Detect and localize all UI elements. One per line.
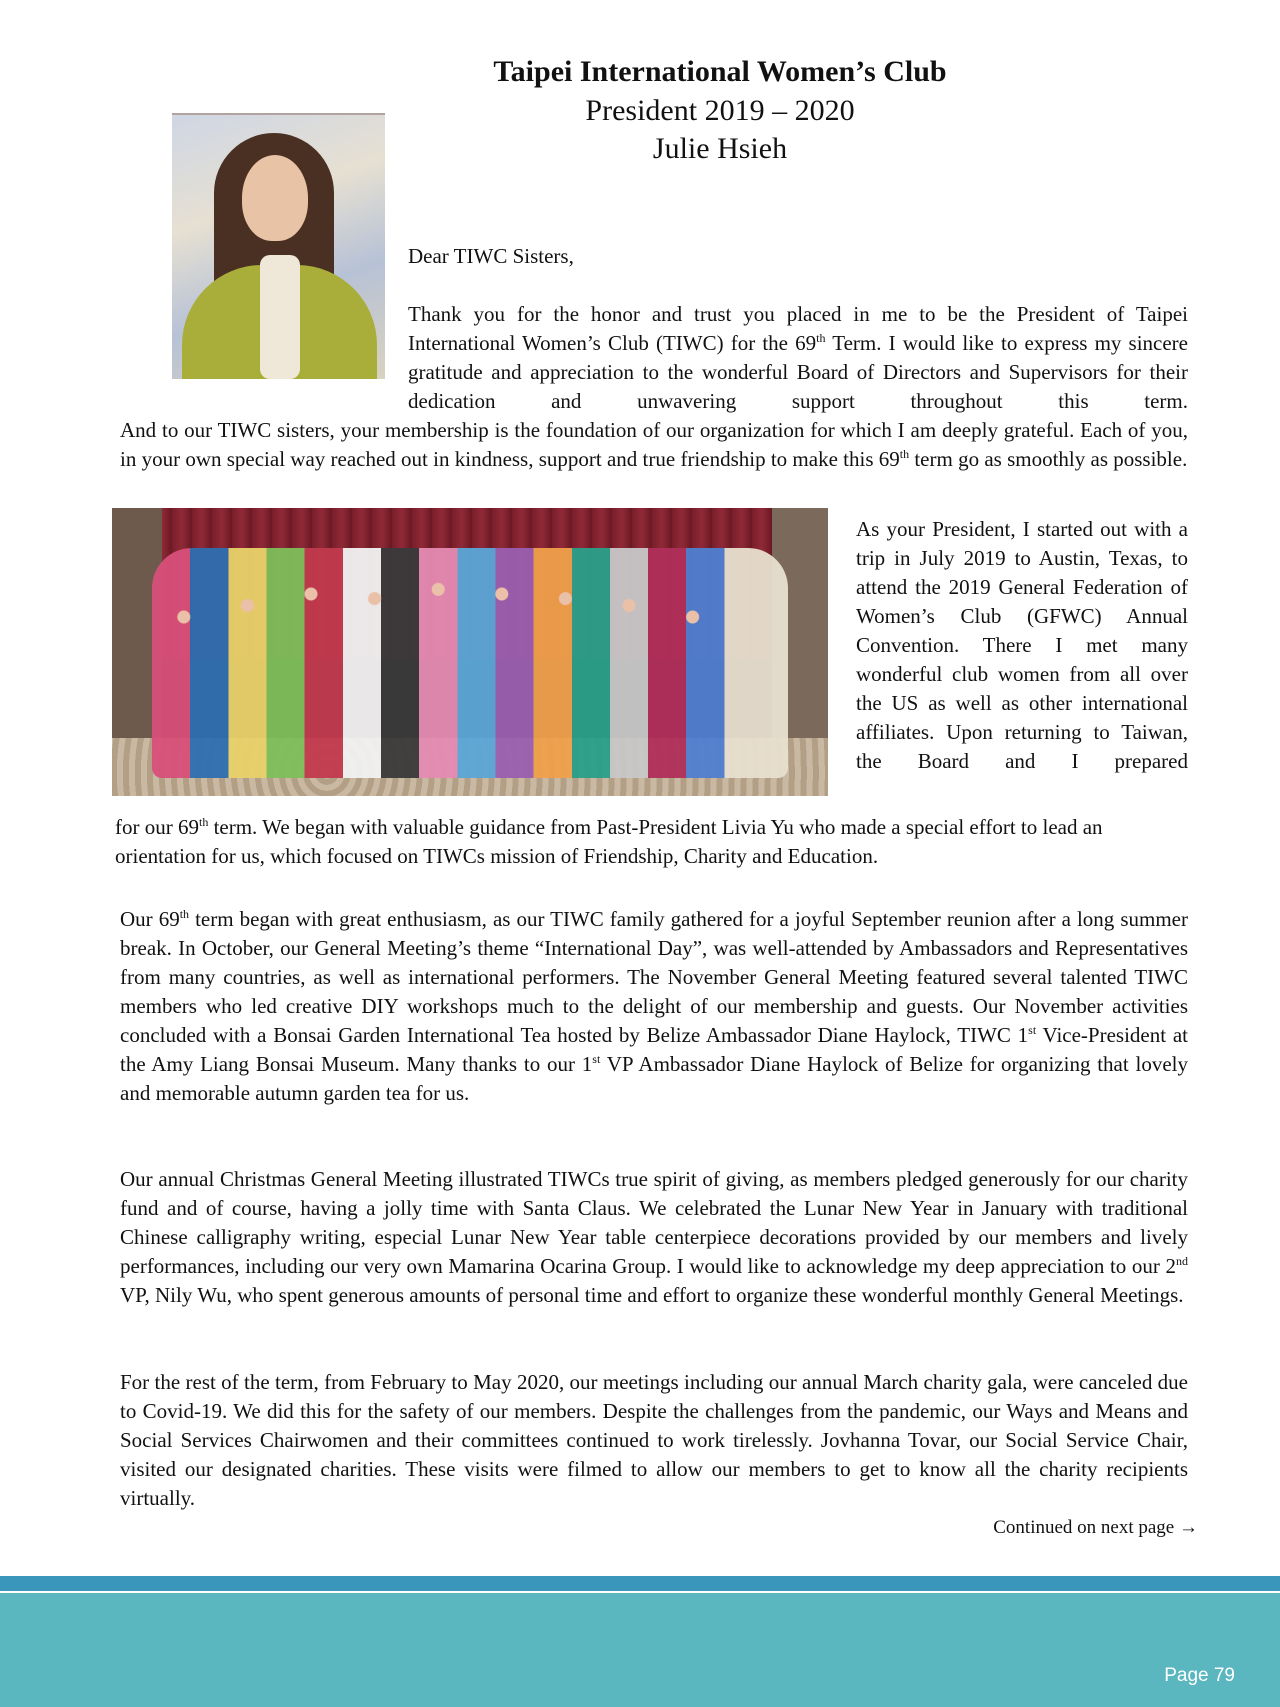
paragraph-1-text-d: term go as smoothly as possible. [909,447,1188,471]
portrait-face [242,155,308,241]
letter-greeting: Dear TIWC Sisters, [408,244,574,268]
portrait-photo [172,113,385,379]
paragraph-1-text-c: And to our TIWC sisters, your membership is the foundation of our organization for which I am deeply grateful. Each of you, in your own special way reached out in kindness, support and true friendship to make this 69 [120,418,1188,471]
paragraph-1-text-a: Thank you for the honor and trust you placed in me to be the President of Taipei International Women’s Club (TIWC) for the 69 [408,302,1188,355]
paragraph-2-side: As your President, I started out with a trip in July 2019 to Austin, Texas, to attend the 2019 General Federation of Women’s Club (GFWC) Annual Convention. There I met many wonderful club women from all over the US as well as other international affiliates. Upon returning to Taiwan, the Board and I prepared [856,517,1188,773]
paragraph-1-text-b: Term. I would like to express my sincere gratitude and appreciation to the wonderful Board of Directors and Supervisors for their dedication and unwavering support throughout this term. [408,331,1188,413]
paragraph-2-text-a: for our 69 [115,815,199,839]
paragraph-4-text-a: Our annual Christmas General Meeting illustrated TIWCs true spirit of giving, as members pledged generously for our charity fund and of course, having a jolly time with Santa Claus. We celebrated the Lunar New Year in January with traditional Chinese calligraphy writing, especial Lunar New Year table centerpiece decorations provided by our members and lively performances, including our very own Mamarina Ocarina Group. I would like to acknowledge my deep appreciation to our 2 [120,1167,1188,1278]
paragraph-3-text-d: VP Ambassador Diane Haylock of Belize for organizing that lovely and memorable autumn garden tea for us. [120,1052,1188,1105]
paragraph-4 [120,1165,1188,1310]
superscript: th [198,815,209,829]
portrait-scarf [260,255,300,379]
paragraph-1-top [408,300,1188,416]
page-number: Page 79 [1164,1665,1235,1686]
superscript: st [592,1052,601,1066]
paragraph-3 [120,905,1188,1108]
club-title: Taipei International Women’s Club [493,55,947,88]
superscript: st [1028,1023,1037,1037]
paragraph-3-text-b: term began with great enthusiasm, as our TIWC family gathered for a joyful September reunion after a long summer break. In October, our General Meeting’s theme “International Day”, was well-attended by Ambassadors and Representatives from many countries, as well as international performers. The November General Meeting featured several talented TIWC members who led creative DIY workshops much to the delight of our membership and guests. Our November activities concluded with a Bonsai Garden International Tea hosted by Belize Ambassador Diane Haylock, TIWC 1 [120,907,1188,1047]
paragraph-3-text-a: Our 69 [120,907,180,931]
paragraph-3-text-c: Vice-President at the Amy Liang Bonsai Museum. Many thanks to our 1 [120,1023,1188,1076]
president-term: President 2019 – 2020 [585,94,855,127]
president-name: Julie Hsieh [652,132,788,165]
paragraph-2-text-b: term. We began with valuable guidance from Past-President Livia Yu who made a special effort to lead an orientation for us, which focused on TIWCs mission of Friendship, Charity and Education. [115,815,1103,868]
continued-link[interactable]: Continued on next page → [993,1517,1198,1538]
paragraph-5: For the rest of the term, from February to May 2020, our meetings including our annual March charity gala, were canceled due to Covid-19. We did this for the safety of our members. Despite the challenges from the pandemic, our Ways and Means and Social Services Chairwomen and their committees continued to work tirelessly. Jovhanna Tovar, our Social Service Chair, visited our designated charities. These visits were filmed to allow our members to get to know all the charity recipients virtually. [120,1370,1188,1510]
paragraph-1-continued [120,416,1188,474]
footer-band [0,1593,1280,1707]
paragraph-2-continued [115,813,1178,871]
superscript: th [899,447,910,461]
group-of-members [152,548,788,778]
footer-stripe [0,1576,1280,1591]
superscript: th [816,331,826,345]
paragraph-4-text-b: VP, Nily Wu, who spent generous amounts of personal time and effort to organize these wonderful monthly General Meetings. [120,1283,1184,1307]
group-photo [112,508,828,796]
superscript: th [179,907,190,921]
superscript: nd [1176,1254,1188,1268]
